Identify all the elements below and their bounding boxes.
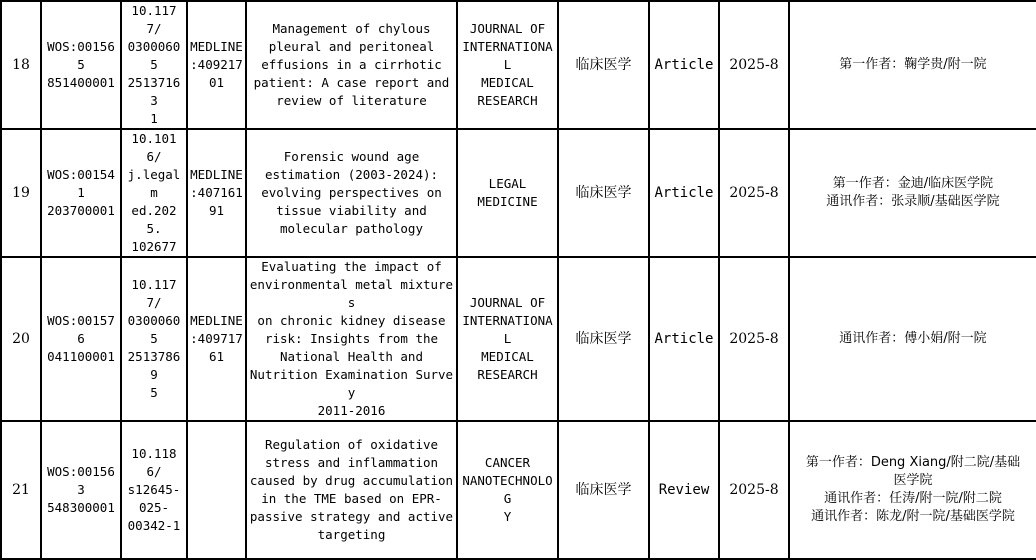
authors-line: 通讯作者：陈龙/附一院/基础医学院 bbox=[811, 509, 1015, 524]
medline-line: 61 bbox=[208, 349, 225, 364]
title-cell bbox=[246, 1, 457, 129]
journal-line: INTERNATIONAL bbox=[462, 39, 553, 72]
doi-line: j.legalm bbox=[127, 167, 181, 200]
pub-date-cell: 2025-8 bbox=[719, 421, 789, 559]
doi-line: 25137869 bbox=[127, 349, 181, 382]
wos-id-line: WOS:001565 bbox=[47, 39, 115, 72]
discipline-cell: 临床医学 bbox=[558, 1, 649, 129]
doi-line: 5 bbox=[150, 385, 158, 400]
doi-line: 10.1177/ bbox=[131, 277, 177, 310]
wos-id-cell bbox=[41, 421, 121, 559]
authors-line: 第一作者：金迪/临床医学院 bbox=[832, 176, 994, 191]
table-row bbox=[1, 1, 1036, 129]
doi-cell bbox=[121, 257, 187, 421]
medline-line: :409217 bbox=[190, 57, 243, 72]
medline-line: MEDLINE bbox=[190, 167, 243, 182]
row-number-cell: 18 bbox=[1, 1, 41, 129]
row-number-cell: 20 bbox=[1, 257, 41, 421]
journal-line: INTERNATIONAL bbox=[462, 313, 553, 346]
doi-line: 03000605 bbox=[127, 313, 181, 346]
authors-line: 通讯作者：傅小娟/附一院 bbox=[839, 331, 987, 346]
discipline-cell: 临床医学 bbox=[558, 421, 649, 559]
authors-line: 第一作者：鞠学贵/附一院 bbox=[839, 57, 987, 72]
journal-line: RESEARCH bbox=[477, 93, 538, 108]
doi-cell bbox=[121, 421, 187, 559]
title-line: tissue viability and bbox=[276, 203, 427, 218]
doi-cell bbox=[121, 1, 187, 129]
authors-cell bbox=[789, 1, 1036, 129]
doi-cell bbox=[121, 129, 187, 257]
title-line: on chronic kidney disease bbox=[257, 313, 446, 328]
journal-line: RESEARCH bbox=[477, 367, 538, 382]
wos-id-line: WOS:001541 bbox=[47, 167, 115, 200]
journal-line: MEDICINE bbox=[477, 194, 538, 209]
authors-cell bbox=[789, 421, 1036, 559]
doi-line: 10.1177/ bbox=[131, 3, 177, 36]
journal-cell bbox=[457, 129, 558, 257]
authors-line: 通讯作者：任涛/附一院/附二院 bbox=[824, 491, 1002, 506]
title-line: molecular pathology bbox=[280, 221, 423, 236]
medline-line: 01 bbox=[208, 75, 225, 90]
table-row bbox=[1, 421, 1036, 559]
title-line: caused by drug accumulation bbox=[249, 473, 454, 488]
authors-line: 第一作者：Deng Xiang/附二院/基础 bbox=[805, 455, 1021, 470]
title-line: pleural and peritoneal bbox=[268, 39, 435, 54]
journal-line: Y bbox=[503, 509, 512, 524]
journal-cell bbox=[457, 257, 558, 421]
doi-line: 10.1186/ bbox=[131, 446, 177, 479]
pub-date-cell: 2025-8 bbox=[719, 1, 789, 129]
journal-line: CANCER bbox=[484, 455, 531, 470]
authors-cell bbox=[789, 129, 1036, 257]
doi-line: 10.1016/ bbox=[131, 131, 177, 164]
medline-cell bbox=[187, 1, 246, 129]
title-line: Forensic wound age bbox=[283, 149, 420, 164]
pub-date-cell: 2025-8 bbox=[719, 257, 789, 421]
doc-type-cell: Article bbox=[649, 129, 719, 257]
journal-line: NANOTECHNOLOG bbox=[462, 473, 553, 506]
title-line: passive strategy and active bbox=[249, 509, 454, 524]
title-line: effusions in a cirrhotic bbox=[261, 57, 442, 72]
doi-line: 25137163 bbox=[127, 75, 181, 108]
title-line: Management of chylous bbox=[272, 21, 431, 36]
title-line: stress and inflammation bbox=[264, 455, 439, 470]
wos-id-cell bbox=[41, 129, 121, 257]
authors-line: 医学院 bbox=[893, 473, 933, 488]
title-line: environmental metal mixtures bbox=[249, 277, 454, 310]
title-line: Evaluating the impact of bbox=[261, 259, 442, 274]
doi-line: 1 bbox=[150, 111, 158, 126]
medline-cell bbox=[187, 257, 246, 421]
title-line: National Health and bbox=[280, 349, 423, 364]
table-row bbox=[1, 129, 1036, 257]
wos-id-line: 041100001 bbox=[47, 349, 115, 364]
doc-type-cell: Article bbox=[649, 1, 719, 129]
doi-line: s12645- bbox=[127, 482, 181, 497]
title-line: Nutrition Examination Survey bbox=[249, 367, 454, 400]
wos-id-line: WOS:001563 bbox=[47, 464, 115, 497]
journal-line: JOURNAL OF bbox=[469, 295, 546, 310]
medline-line: MEDLINE bbox=[190, 39, 243, 54]
authors-line: 通讯作者：张录顺/基础医学院 bbox=[826, 194, 1000, 209]
row-number-cell: 21 bbox=[1, 421, 41, 559]
doi-line: 03000605 bbox=[127, 39, 181, 72]
authors-cell bbox=[789, 257, 1036, 421]
medline-line: MEDLINE bbox=[190, 313, 243, 328]
discipline-cell: 临床医学 bbox=[558, 257, 649, 421]
wos-id-line: 548300001 bbox=[47, 500, 115, 515]
title-line: estimation (2003-2024): bbox=[264, 167, 439, 182]
medline-cell bbox=[187, 129, 246, 257]
table-body bbox=[1, 1, 1036, 559]
title-line: review of literature bbox=[276, 93, 427, 108]
doi-line: 102677 bbox=[131, 239, 177, 254]
doc-type-cell: Review bbox=[649, 421, 719, 559]
wos-id-cell bbox=[41, 257, 121, 421]
doc-type-cell: Article bbox=[649, 257, 719, 421]
title-line: patient: A case report and bbox=[253, 75, 450, 90]
wos-id-cell bbox=[41, 1, 121, 129]
table-row bbox=[1, 257, 1036, 421]
journal-cell bbox=[457, 421, 558, 559]
doi-line: ed.2025. bbox=[131, 203, 177, 236]
medline-line: 91 bbox=[208, 203, 225, 218]
journal-cell bbox=[457, 1, 558, 129]
discipline-cell: 临床医学 bbox=[558, 129, 649, 257]
title-line: Regulation of oxidative bbox=[264, 437, 439, 452]
title-line: 2011-2016 bbox=[317, 403, 386, 418]
medline-cell bbox=[187, 421, 246, 559]
doi-line: 025- bbox=[138, 500, 170, 515]
title-cell bbox=[246, 257, 457, 421]
journal-line: LEGAL bbox=[488, 176, 527, 191]
title-line: in the TME based on EPR- bbox=[261, 491, 442, 506]
medline-line: :409717 bbox=[190, 331, 243, 346]
journal-line: JOURNAL OF bbox=[469, 21, 546, 36]
row-number-cell: 19 bbox=[1, 129, 41, 257]
wos-id-line: 851400001 bbox=[47, 75, 115, 90]
title-cell bbox=[246, 421, 457, 559]
title-line: evolving perspectives on bbox=[261, 185, 442, 200]
medline-line: :407161 bbox=[190, 185, 243, 200]
pub-date-cell: 2025-8 bbox=[719, 129, 789, 257]
title-line: targeting bbox=[317, 527, 386, 542]
journal-line: MEDICAL bbox=[481, 75, 534, 90]
wos-id-line: 203700001 bbox=[47, 203, 115, 218]
wos-id-line: WOS:001576 bbox=[47, 313, 115, 346]
journal-line: MEDICAL bbox=[481, 349, 534, 364]
title-line: risk: Insights from the bbox=[264, 331, 439, 346]
doi-line: 00342-1 bbox=[127, 518, 181, 533]
title-cell bbox=[246, 129, 457, 257]
